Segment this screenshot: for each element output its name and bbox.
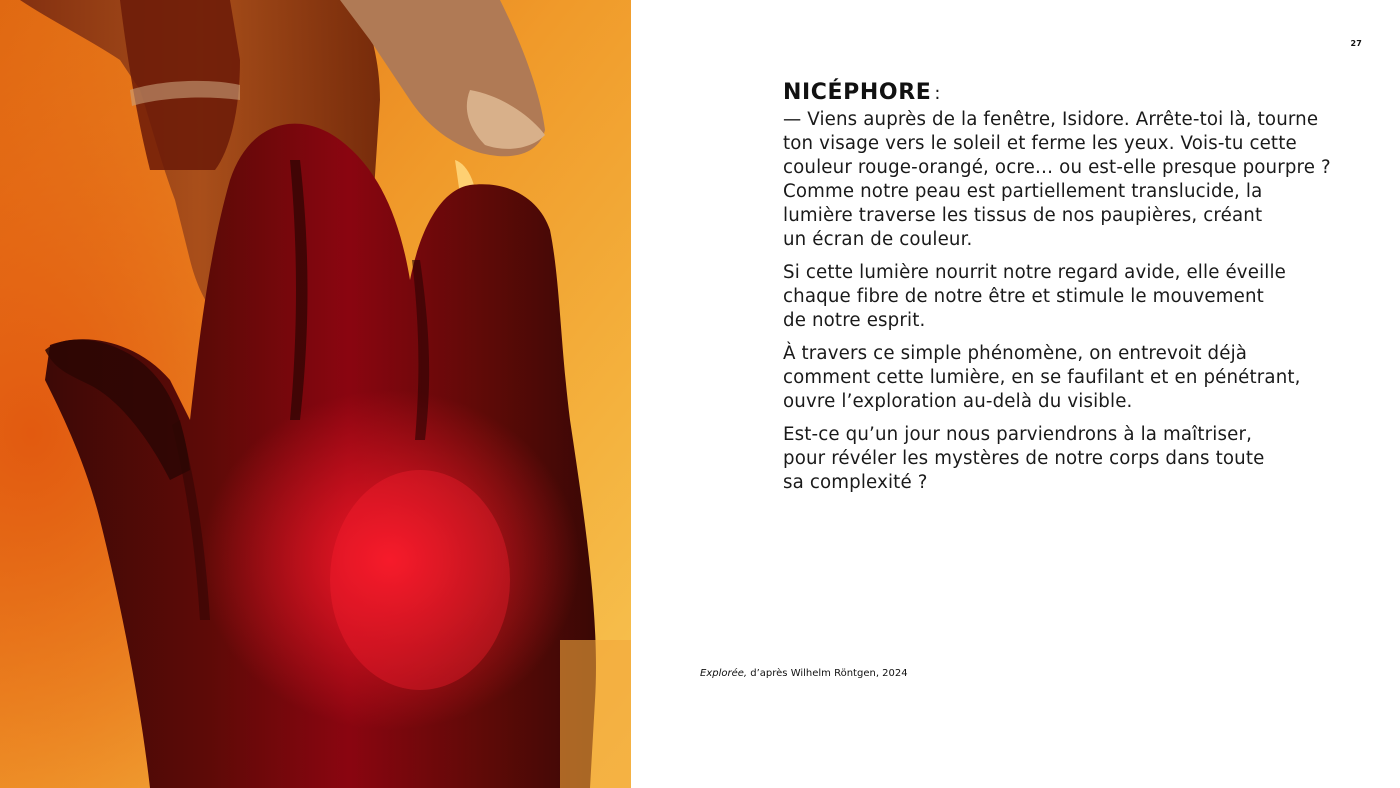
photo-caption [700, 668, 908, 679]
page-number: 27 [1350, 39, 1362, 48]
text-line: lumière traverse les tissus de nos paupières, créant [783, 205, 1263, 226]
text-line: À travers ce simple phénomène, on entrevoit déjà [783, 343, 1248, 364]
hand-photograph-image [0, 0, 631, 788]
paragraph-2 [783, 261, 1373, 333]
text-line: Si cette lumière nourrit notre regard avide, elle éveille [783, 262, 1287, 283]
text-line: un écran de couleur. [783, 229, 973, 250]
text-line: comment cette lumière, en se faufilant et en pénétrant, [783, 367, 1301, 388]
caption-credit: d’après Wilhelm Röntgen, 2024 [747, 668, 908, 679]
paragraph-4 [783, 423, 1373, 495]
hand-photograph [0, 0, 631, 788]
dialogue-text [783, 79, 1373, 504]
speaker-heading [783, 79, 1373, 108]
text-line: couleur rouge-orangé, ocre… ou est-elle presque pourpre ? [783, 157, 1331, 178]
paragraph-1 [783, 108, 1373, 252]
text-line: de notre esprit. [783, 310, 926, 331]
text-line: ton visage vers le soleil et ferme les yeux. Vois-tu cette [783, 133, 1297, 154]
text-line: chaque fibre de notre être et stimule le mouvement [783, 286, 1264, 307]
text-line: Comme notre peau est partiellement translucide, la [783, 181, 1263, 202]
text-line: — Viens auprès de la fenêtre, Isidore. Arrête-toi là, tourne [783, 109, 1319, 130]
speaker-name: NICÉPHORE [783, 80, 932, 105]
text-line: pour révéler les mystères de notre corps dans toute [783, 448, 1265, 469]
text-line: sa complexité ? [783, 472, 928, 493]
text-line: ouvre l’exploration au-delà du visible. [783, 391, 1133, 412]
paragraph-3 [783, 342, 1373, 414]
caption-title: Explorée, [700, 668, 748, 679]
text-line: Est-ce qu’un jour nous parviendrons à la maîtriser, [783, 424, 1253, 445]
speaker-colon: : [934, 83, 942, 104]
